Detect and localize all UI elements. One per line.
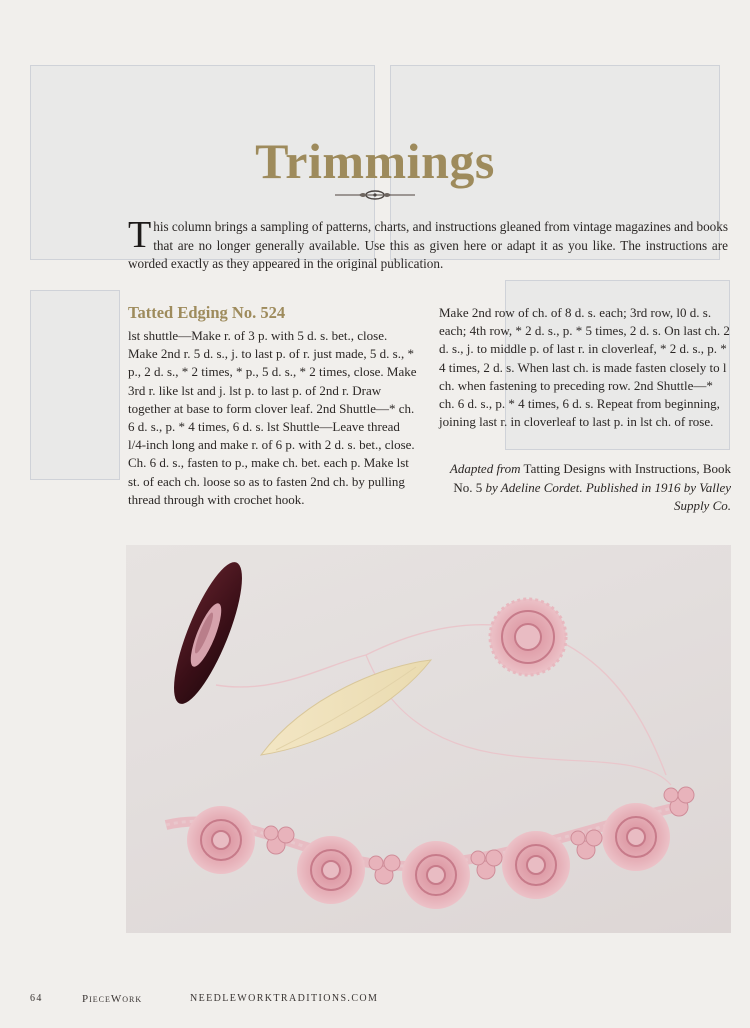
- credit-prefix: Adapted from: [449, 461, 521, 476]
- source-credit: [439, 460, 731, 516]
- credit-book-title: Tatting Designs with Instructions, Book No. 5: [453, 461, 731, 495]
- tatted-edging: [166, 787, 694, 909]
- pattern-instructions-right: Make 2nd row of ch. of 8 d. s. each; 3rd row, l0 d. s. each; 4th row, * 2 d. s., p. * 5 times, 2 d. s. On last ch. 2 d. s., j. to middle p. of last r. in cloverleaf, * 2 d. s., p. * 4 times, 2 d. s. When last ch. is made fasten closely to l ch. when fastening to preceding row. 2nd Shuttle—* ch. 6 d. s., p. * 4 times, 6 d. s. Repeat from beginning, joining last r. in cloverleaf to last p. in lst ch. of rose.: [439, 305, 730, 430]
- title-ornament: [335, 188, 415, 202]
- light-shuttle: [261, 660, 431, 755]
- thread-line: [216, 625, 666, 775]
- page-title: Trimmings: [255, 133, 495, 189]
- magazine-name: PieceWork: [82, 993, 143, 1005]
- tatting-photo: [126, 545, 731, 933]
- intro-paragraph: [128, 214, 728, 274]
- drop-cap: T: [128, 214, 152, 256]
- tatting-illustration: [126, 545, 731, 933]
- credit-author: by Adeline Cordet. Published in 1916 by Valley Supply Co.: [485, 479, 731, 513]
- show-through-ad-lower-left: [30, 290, 120, 480]
- website-url: NEEDLEWORKTRADITIONS.COM: [190, 993, 379, 1004]
- page-number: 64: [30, 993, 43, 1004]
- single-rose-motif: [490, 599, 566, 675]
- intro-text: his column brings a sampling of patterns, charts, and instructions gleaned from vintage magazines and books that are no longer generally available. Use this as given here or adapt it as you like. The instructions are worded exactly as they appeared in the original publication.: [128, 219, 728, 271]
- pattern-heading: Tatted Edging No. 524: [128, 303, 286, 322]
- pattern-instructions-left: lst shuttle—Make r. of 3 p. with 5 d. s. bet., close. Make 2nd r. 5 d. s., j. to last p. of r. just made, 5 d. s., * p., 2 d. s., * 2 times, * p., 5 d. s., * 2 times, close. Make 3rd r. like lst and j. lst p. to last p. of 2nd r. Draw together at base to form clover leaf. 2nd Shuttle—* ch. 6 d. s., p. * 4 times, 6 d. s. lst Shuttle—Leave thread l/4-inch long and make r. of 6 p. with 2 d. s. bet., close. Ch. 6 d. s., fasten to p., make ch. bet. each p. Make lst st. of each ch. loose so as to fasten 2nd ch. by pulling thread through with crochet hook.: [128, 328, 417, 507]
